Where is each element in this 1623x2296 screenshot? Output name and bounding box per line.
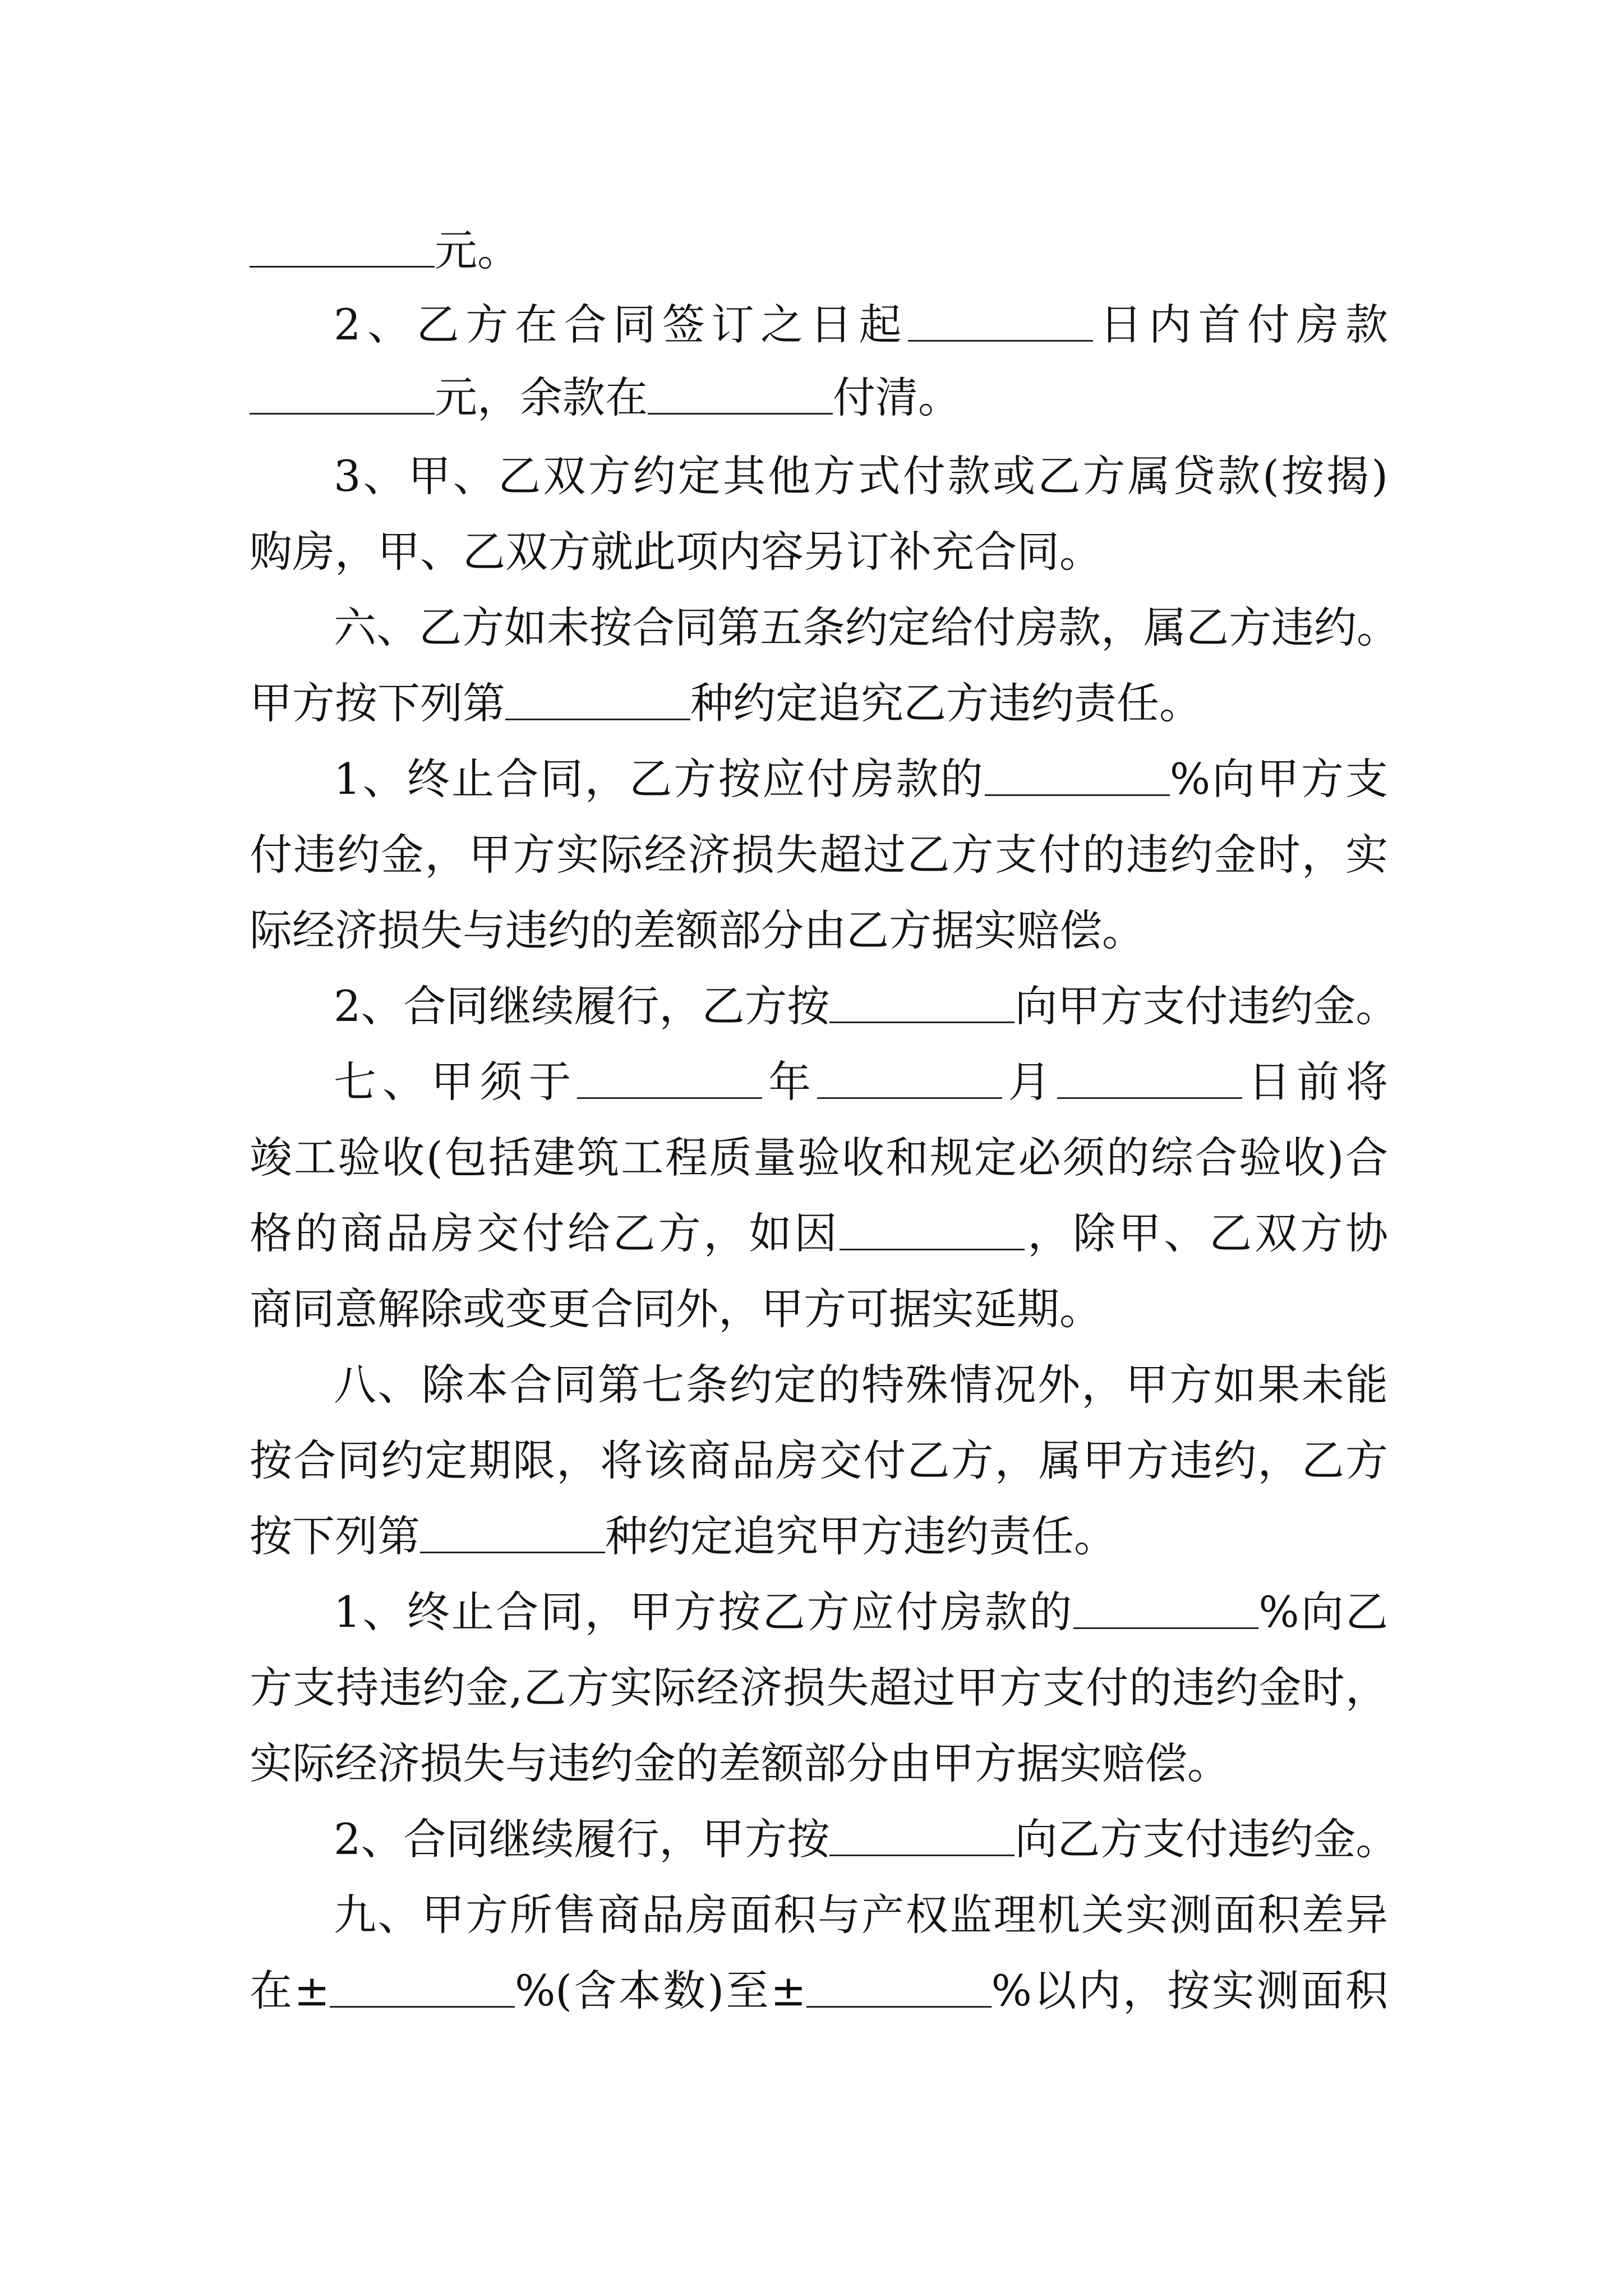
fill-blank[interactable] <box>505 680 690 720</box>
line-text: 九、甲方所售商品房面积与产权监理机关实测面积差异 <box>334 1890 1388 1940</box>
fill-blank[interactable] <box>829 1816 1015 1856</box>
line-text: 商同意解除或变更合同外，甲方可据实延期。 <box>250 1284 1102 1334</box>
fill-blank[interactable] <box>648 375 833 415</box>
line-text: 1、终止合同，乙方按应付房款的 <box>334 754 985 804</box>
line-text: 际经济损失与违约的差额部分由乙方据实赔偿。 <box>250 905 1145 955</box>
line-text: 向甲方支付违约金。 <box>1015 981 1399 1031</box>
text-line <box>250 1649 1388 1727</box>
fill-blank[interactable] <box>577 1059 762 1099</box>
text-line <box>250 1498 1388 1575</box>
text-line <box>250 665 1388 742</box>
fill-blank[interactable] <box>1057 1059 1242 1099</box>
line-text: 购房，甲、乙双方就此项内容另订补充合同。 <box>250 527 1102 577</box>
line-text: 日内首付房款 <box>1093 300 1389 349</box>
line-text: 元，余款在 <box>435 372 648 422</box>
text-line <box>250 1195 1388 1272</box>
line-text: 元。 <box>435 226 520 275</box>
line-text: 按合同约定期限，将该商品房交付乙方，属甲方违约，乙方 <box>250 1435 1388 1485</box>
fill-blank[interactable] <box>250 375 435 415</box>
text-line <box>334 740 1388 818</box>
line-text: 七、甲须于 <box>334 1057 578 1107</box>
fill-blank[interactable] <box>817 1059 1002 1099</box>
text-line <box>334 1801 1399 1878</box>
text-line <box>334 286 1388 364</box>
text-line <box>334 1876 1388 1954</box>
fill-blank[interactable] <box>420 1513 605 1553</box>
line-text: 种约定追究甲方违约责任。 <box>605 1511 1117 1561</box>
line-text: 2、乙方在合同签订之日起 <box>334 300 909 349</box>
line-text: 年 <box>762 1057 817 1107</box>
text-line <box>250 1725 1388 1802</box>
line-text: ，除甲、乙双方协 <box>1025 1208 1389 1258</box>
line-text: 实际经济损失与违约金的差额部分由甲方据实赔偿。 <box>250 1738 1230 1788</box>
text-line <box>334 1346 1388 1424</box>
fill-blank[interactable] <box>806 1968 992 2008</box>
text-line <box>250 1119 1388 1197</box>
line-text: 1、终止合同，甲方按乙方应付房款的 <box>334 1587 1074 1637</box>
line-text: 方支持违约金,乙方实际经济损失超过甲方支付的违约金时， <box>250 1663 1388 1713</box>
text-line <box>250 359 1388 436</box>
fill-blank[interactable] <box>330 1968 515 2008</box>
line-text: 付清。 <box>833 372 961 422</box>
text-line <box>334 968 1399 1045</box>
line-text: 按下列第 <box>250 1511 420 1561</box>
text-line <box>250 892 1388 969</box>
text-line <box>334 1573 1388 1651</box>
text-line <box>334 589 1399 666</box>
text-line <box>250 816 1388 894</box>
line-text: 3、甲、乙双方约定其他方式付款或乙方属贷款(按揭) <box>334 451 1388 501</box>
line-text: %向乙 <box>1258 1587 1388 1637</box>
text-line <box>250 1271 1388 1348</box>
line-text: 八、除本合同第七条约定的特殊情况外，甲方如果未能 <box>334 1360 1388 1410</box>
fill-blank[interactable] <box>829 983 1015 1023</box>
line-text: %向甲方支 <box>1169 754 1389 804</box>
text-line <box>334 1043 1388 1121</box>
text-line <box>250 1422 1388 1499</box>
line-text: 2、合同继续履行，甲方按 <box>334 1814 830 1864</box>
fill-blank[interactable] <box>908 302 1093 342</box>
line-text: 日前将 <box>1242 1057 1389 1107</box>
line-text: 甲方按下列第 <box>250 678 505 728</box>
text-line <box>250 1952 1388 2030</box>
line-text: 在± <box>250 1966 330 2016</box>
fill-blank[interactable] <box>1073 1589 1258 1629</box>
line-text: %(含本数)至± <box>515 1966 806 2016</box>
text-line <box>334 438 1388 515</box>
line-text: 向乙方支付违约金。 <box>1015 1814 1399 1864</box>
fill-blank[interactable] <box>985 756 1170 796</box>
line-text: 月 <box>1002 1057 1057 1107</box>
line-text: 竣工验收(包括建筑工程质量验收和规定必须的综合验收)合 <box>250 1133 1388 1182</box>
line-text: 格的商品房交付给乙方，如因 <box>250 1208 840 1258</box>
line-text: 2、合同继续履行，乙方按 <box>334 981 830 1031</box>
text-line <box>250 212 1388 289</box>
fill-blank[interactable] <box>840 1211 1025 1250</box>
line-text: %以内，按实测面积 <box>991 1966 1388 2016</box>
fill-blank[interactable] <box>250 228 435 268</box>
line-text: 六、乙方如未按合同第五条约定给付房款，属乙方违约。 <box>334 602 1399 652</box>
line-text: 付违约金，甲方实际经济损失超过乙方支付的违约金时，实 <box>250 830 1388 880</box>
line-text: 种约定追究乙方违约责任。 <box>690 678 1202 728</box>
text-line <box>250 513 1388 591</box>
